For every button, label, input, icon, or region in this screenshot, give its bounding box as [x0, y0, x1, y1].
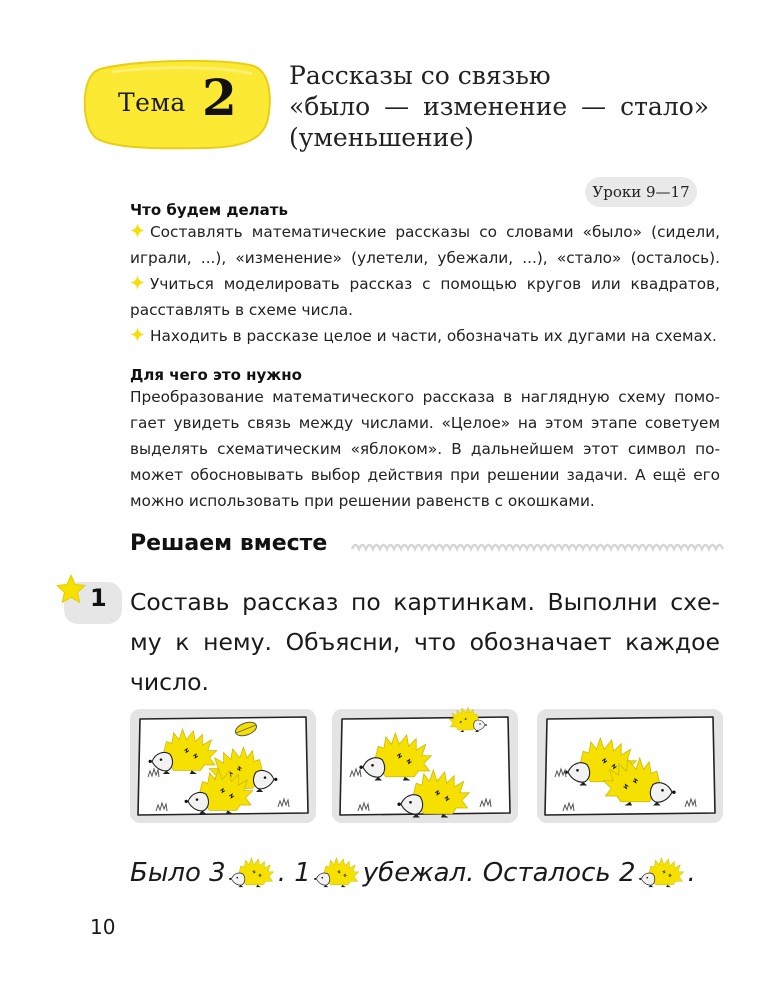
sparkle-icon	[130, 223, 145, 238]
picture-frame	[330, 707, 520, 825]
section-title: Решаем вместе	[130, 531, 328, 556]
hedgehog	[639, 858, 684, 887]
task-number: 1	[90, 584, 107, 612]
list-item	[130, 219, 720, 245]
what-we-do-list	[130, 219, 720, 349]
lessons-badge: Уроки 9—17	[585, 177, 697, 207]
hedgehog-icon	[229, 857, 275, 889]
what-we-do-heading: Что будем делать	[130, 201, 288, 219]
list-item-text: Составлять математические рассказы со словами «было» (сидели,	[150, 223, 720, 241]
list-item-text: Находить в рассказе целое и части, обозначать их дугами на схемах.	[150, 327, 717, 345]
paragraph-line: можно использовать при решении равенств с окошками.	[130, 492, 595, 510]
instruction-line: му к нему. Объясни, что обозначает каждое	[130, 628, 720, 656]
sparkle-icon	[130, 327, 145, 342]
answer-text: убежал. Осталось 2	[362, 858, 636, 888]
why-needed-paragraph	[130, 384, 720, 514]
why-needed-heading: Для чего это нужно	[130, 366, 302, 384]
hedgehog	[314, 858, 359, 887]
task-instruction	[130, 582, 720, 702]
list-item-text: играли, ...), «изменение» (улетели, убежали, ...), «стало» (осталось).	[130, 249, 720, 267]
picture-two-remain	[535, 707, 725, 825]
picture-frame	[128, 707, 318, 825]
paragraph-line: может обосновывать выбор действия при решении задачи. А ещё его	[130, 466, 720, 484]
answer-text: . 1	[277, 858, 311, 888]
title-line: Рассказы со связью	[289, 61, 551, 90]
sparkle-icon	[130, 275, 145, 290]
answer-text: Было 3	[130, 858, 226, 888]
paragraph-line: Преобразование математического рассказа в наглядную схему помо-	[130, 388, 720, 406]
instruction-line: Составь рассказ по картинкам. Выполни схе-	[130, 588, 720, 616]
star-icon	[55, 573, 87, 605]
picture-three-hedgehogs	[128, 707, 318, 825]
picture-frame	[535, 707, 725, 825]
topic-number: 2	[202, 68, 237, 127]
answer-text: .	[687, 858, 696, 888]
hedgehog-icon	[314, 857, 360, 889]
list-item-text: Учиться моделировать рассказ с помощью кругов или квадратов,	[150, 275, 720, 293]
story-answer	[130, 857, 696, 889]
topic-label: Тема	[118, 88, 186, 117]
hedgehog	[229, 858, 274, 887]
paragraph-line: гает увидеть связь между числами. «Целое» на этом этапе советуем	[130, 414, 720, 432]
paragraph-line: выделять схематическим «яблоком». В дальнейшем этот символ по-	[130, 440, 720, 458]
picture-one-runs-away	[330, 707, 520, 825]
page-number: 10	[90, 915, 116, 939]
chapter-title	[289, 60, 709, 153]
title-line: (уменьшение)	[289, 123, 474, 152]
instruction-line: число.	[130, 668, 209, 696]
list-item	[130, 271, 720, 297]
hedgehog-icon	[639, 857, 685, 889]
wavy-divider	[350, 540, 725, 554]
title-line: «было — изменение — стало»	[289, 92, 710, 121]
list-item-text: расставлять в схеме числа.	[130, 301, 353, 319]
list-item	[130, 323, 720, 349]
